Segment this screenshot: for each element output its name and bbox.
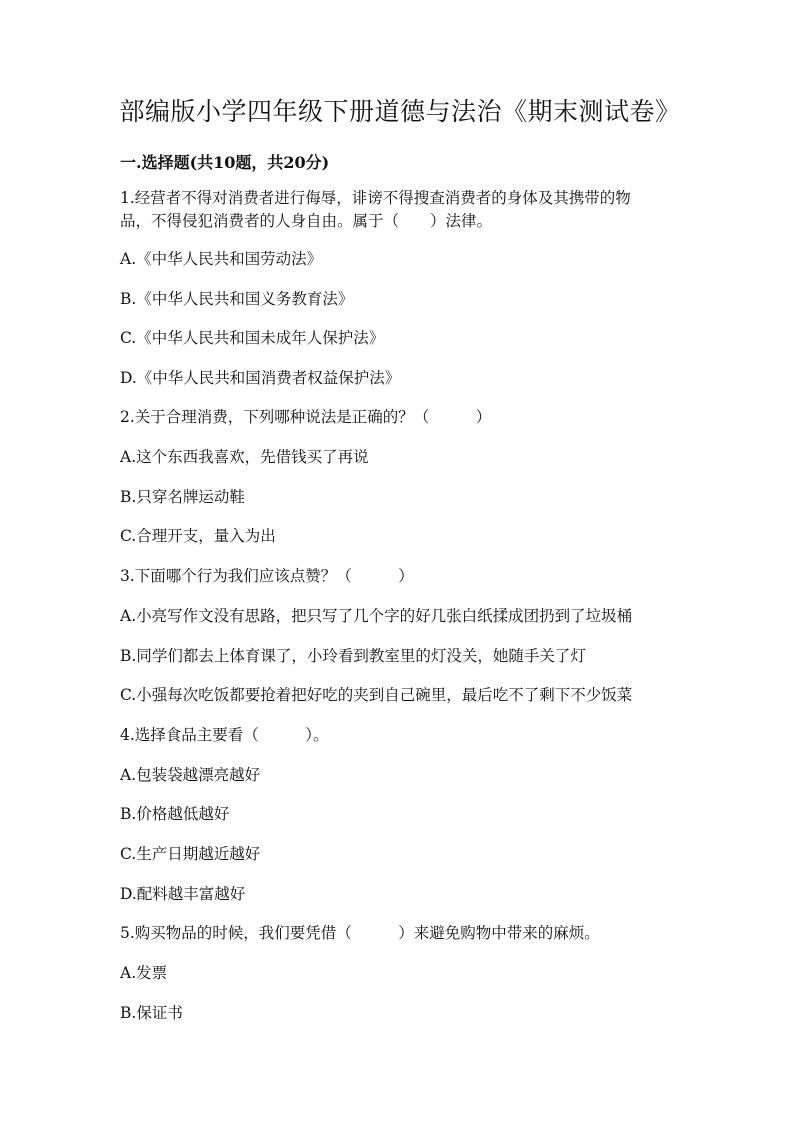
question-5-stem: 5.购买物品的时候，我们要凭借（ ）来避免购物中带来的麻烦。	[120, 924, 600, 942]
question-2-stem: 2.关于合理消费，下列哪种说法是正确的？（ ）	[120, 408, 492, 426]
question-5-option-b: B.保证书	[120, 1004, 183, 1022]
question-2-option-b: B.只穿名牌运动鞋	[120, 488, 245, 506]
question-2-option-c: C.合理开支，量入为出	[120, 527, 276, 545]
question-3-stem: 3.下面哪个行为我们应该点赞？（ ）	[120, 567, 414, 585]
question-1-stem-line-2: 品，不得侵犯消费者的人身自由。属于（ ）法律。	[120, 212, 493, 230]
question-3-option-c: C.小强每次吃饭都要抢着把好吃的夹到自己碗里，最后吃不了剩下不少饭菜	[120, 686, 633, 704]
question-3-option-b: B.同学们都去上体育课了，小玲看到教室里的灯没关，她随手关了灯	[120, 647, 586, 665]
question-4-option-b: B.价格越低越好	[120, 805, 230, 823]
question-3-option-a: A.小亮写作文没有思路，把只写了几个字的好几张白纸揉成团扔到了垃圾桶	[120, 607, 633, 625]
question-1-option-a: A.《中华人民共和国劳动法》	[120, 250, 323, 268]
question-4-stem: 4.选择食品主要看（ ）。	[120, 726, 329, 744]
question-1-option-b: B.《中华人民共和国义务教育法》	[120, 290, 354, 308]
question-4-option-a: A.包装袋越漂亮越好	[120, 766, 261, 784]
question-4-option-c: C.生产日期越近越好	[120, 845, 261, 863]
section-heading: 一.选择题(共10题，共20分)	[120, 153, 330, 172]
question-1-stem-line-1: 1.经营者不得对消费者进行侮辱，诽谤不得搜查消费者的身体及其携带的物	[120, 189, 631, 207]
question-1-option-c: C.《中华人民共和国未成年人保护法》	[120, 329, 385, 347]
question-1-option-d: D.《中华人民共和国消费者权益保护法》	[120, 369, 401, 387]
page-title: 部编版小学四年级下册道德与法治《期末测试卷》	[119, 97, 681, 126]
question-5-option-a: A.发票	[120, 964, 168, 982]
question-4-option-d: D.配料越丰富越好	[120, 885, 246, 903]
question-2-option-a: A.这个东西我喜欢，先借钱买了再说	[120, 448, 369, 466]
